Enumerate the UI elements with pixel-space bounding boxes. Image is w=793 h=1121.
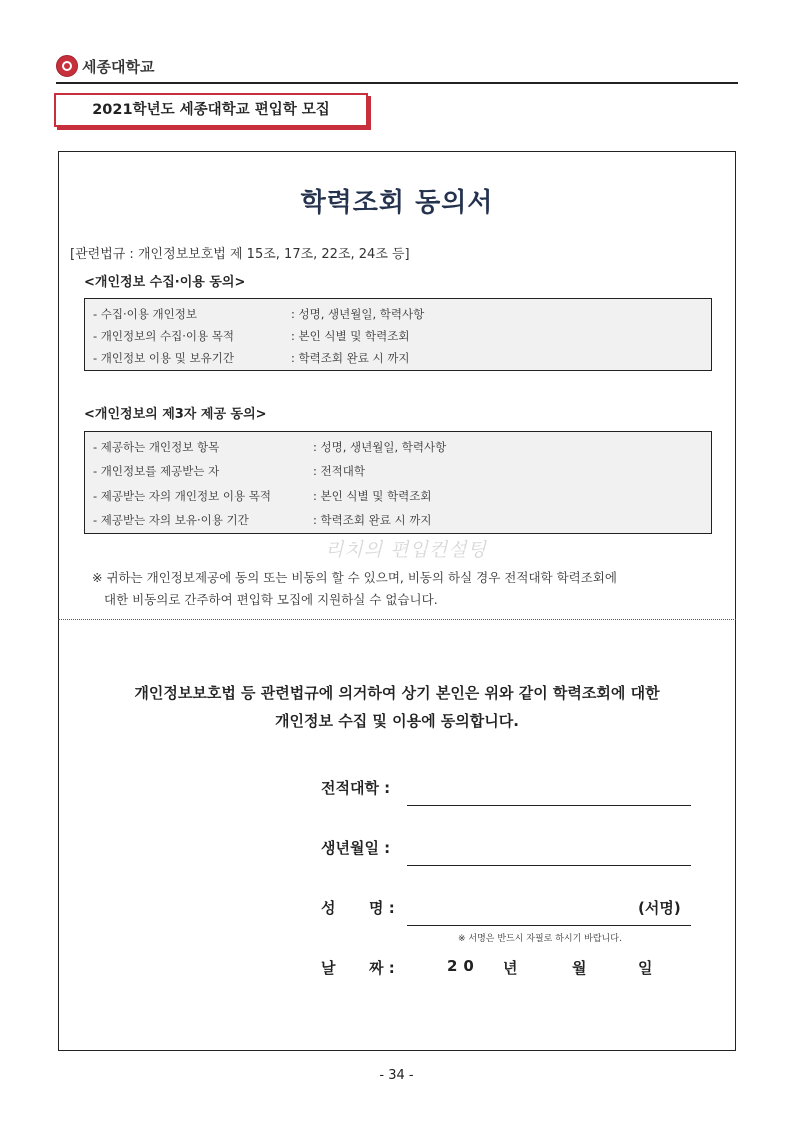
section1-info-box	[84, 298, 712, 371]
row-value: : 학력조회 완료 시 까지	[313, 513, 432, 527]
row-key: - 제공받는 자의 보유·이용 기간	[93, 513, 249, 527]
prev-univ-field[interactable]	[407, 805, 691, 806]
agreement-line: 개인정보보호법 등 관련법규에 의거하여 상기 본인은 위와 같이 학력조회에 대한	[134, 684, 660, 702]
date-label-first: 날	[321, 959, 336, 977]
date-year-unit: 년	[503, 959, 518, 977]
row-key: - 개인정보를 제공받는 자	[93, 464, 220, 478]
date-day-unit: 일	[638, 959, 653, 977]
row-value: : 성명, 생년월일, 학력사항	[313, 440, 447, 454]
row-value: : 본인 식별 및 학력조회	[313, 489, 432, 503]
date-year[interactable]: 20	[447, 957, 480, 975]
row-key: - 제공하는 개인정보 항목	[93, 440, 220, 454]
agreement-line: 개인정보 수집 및 이용에 동의합니다.	[275, 712, 519, 730]
page-number: - 34 -	[379, 1068, 414, 1083]
recruit-title-box	[54, 93, 368, 127]
row-key: - 수집·이용 개인정보	[93, 307, 197, 321]
notice-line: ※ 귀하는 개인정보제공에 동의 또는 비동의 할 수 있으며, 비동의 하실 경우 전적대학 학력조회에	[92, 570, 617, 585]
header-university-name: 세종대학교	[82, 58, 155, 76]
sejong-emblem-icon	[56, 55, 78, 77]
header-divider	[56, 82, 738, 84]
date-label-second: 짜 :	[369, 959, 395, 977]
notice-line: 대한 비동의로 간주하여 편입학 모집에 지원하실 수 없습니다.	[104, 592, 438, 607]
watermark: 리치의 편입컨설팅	[325, 539, 487, 561]
name-signature-field[interactable]	[407, 925, 691, 926]
row-key: - 제공받는 자의 개인정보 이용 목적	[93, 489, 271, 503]
dotted-divider	[58, 619, 736, 620]
section2-heading: <개인정보의 제3자 제공 동의>	[84, 407, 267, 422]
signature-note: ※ 서명은 반드시 자필로 하시기 바랍니다.	[458, 934, 622, 944]
section1-heading: <개인정보 수집·이용 동의>	[84, 275, 246, 290]
row-value: : 학력조회 완료 시 까지	[291, 351, 410, 365]
row-key: - 개인정보의 수집·이용 목적	[93, 329, 234, 343]
birth-field[interactable]	[407, 865, 691, 866]
notice	[92, 567, 712, 611]
row-value: : 성명, 생년월일, 학력사항	[291, 307, 425, 321]
agreement-statement	[58, 679, 736, 735]
row-key: - 개인정보 이용 및 보유기간	[93, 351, 234, 365]
date-month-unit: 월	[572, 959, 587, 977]
prev-univ-label: 전적대학 :	[321, 779, 391, 797]
law-reference: [관련법규 : 개인정보보호법 제 15조, 17조, 22조, 24조 등]	[70, 247, 410, 262]
row-value: : 본인 식별 및 학력조회	[291, 329, 410, 343]
section2-info-box	[84, 431, 712, 534]
recruit-title: 2021학년도 세종대학교 편입학 모집	[92, 102, 330, 118]
name-label-first: 성	[321, 899, 336, 917]
document-title: 학력조회 동의서	[300, 188, 494, 218]
name-label-second: 명 :	[369, 899, 395, 917]
row-value: : 전적대학	[313, 464, 365, 478]
birth-label: 생년월일 :	[321, 839, 391, 857]
signature-mark: (서명)	[638, 899, 681, 917]
